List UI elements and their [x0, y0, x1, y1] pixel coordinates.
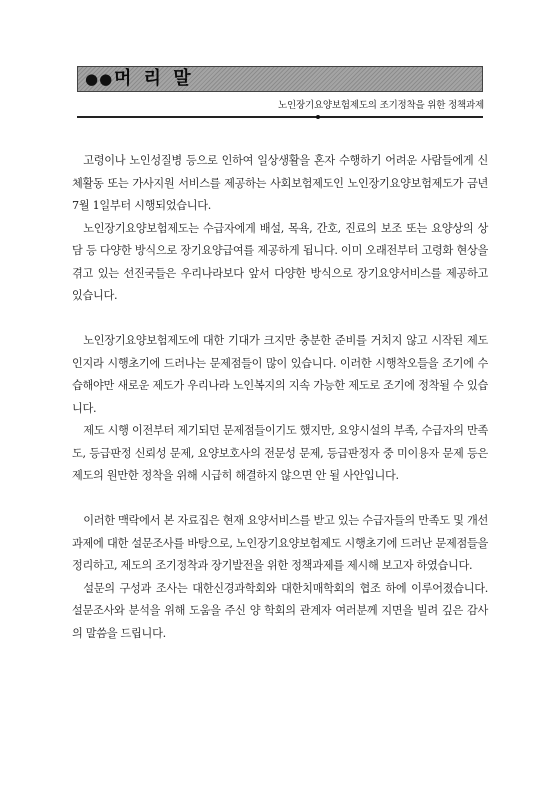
paragraph: 고령이나 노인성질병 등으로 인하여 일상생활을 혼자 수행하기 어려운 사람들에게 신체활동 또는 가사지원 서비스를 제공하는 사회보험제도인 노인장기요양보험제도가 금년 7월 1일부터 시행되었습니다.	[72, 154, 488, 212]
subtitle: 노인장기요양보험제도의 조기정착을 위한 정책과제	[278, 100, 484, 111]
paragraph: 노인장기요양보험제도는 수급자에게 배설, 목욕, 간호, 진료의 보조 또는 요양상의 상담 등 다양한 방식으로 장기요양급여를 제공하게 됩니다. 이미 오래전부터 고령화 현상을 겪고 있는 선진국들은 우리나라보다 앞서 다양한 방식으로 장기요양서비스를 제공하고 있습니다.	[72, 221, 488, 302]
section-gap	[72, 488, 488, 511]
page-title: 머 리 말	[114, 68, 194, 89]
title-bullets: ●●	[85, 70, 114, 88]
subtitle-bullet-dot	[316, 115, 320, 119]
section-gap	[72, 308, 488, 331]
subtitle-rule	[77, 116, 483, 118]
paragraph: 노인장기요양보험제도에 대한 기대가 크지만 충분한 준비를 거치지 않고 시작된 제도인지라 시행초기에 드러나는 문제점들이 많이 있습니다. 이러한 시행착오들을 조기에 수습해야만 새로운 제도가 우리나라 노인복지의 지속 가능한 제도로 조기에 정착될 수 있습니다.	[72, 334, 488, 415]
paragraph: 제도 시행 이전부터 제기되던 문제점들이기도 했지만, 요양시설의 부족, 수급자의 만족도, 등급판정 신뢰성 문제, 요양보호사의 전문성 문제, 등급판정자 중 미이용자 문제 등은 제도의 원만한 정착을 위해 시급히 해결하지 않으면 안 될 사안입니다.	[72, 424, 488, 482]
paragraph: 설문의 구성과 조사는 대한신경과학회와 대한치매학회의 협조 하에 이루어졌습니다. 설문조사와 분석을 위해 도움을 주신 양 학회의 관계자 여러분께 지면을 빌려 깊은 감사의 말씀을 드립니다.	[72, 581, 488, 640]
preface-body	[72, 150, 488, 645]
paragraph: 이러한 맥락에서 본 자료집은 현재 요양서비스를 받고 있는 수급자들의 만족도 및 개선과제에 대한 설문조사를 바탕으로, 노인장기요양보험제도 시행초기에 드러난 문제점들을 정리하고, 제도의 조기정착과 장기발전을 위한 정책과제를 제시해 보고자 하였습니다.	[72, 514, 488, 572]
